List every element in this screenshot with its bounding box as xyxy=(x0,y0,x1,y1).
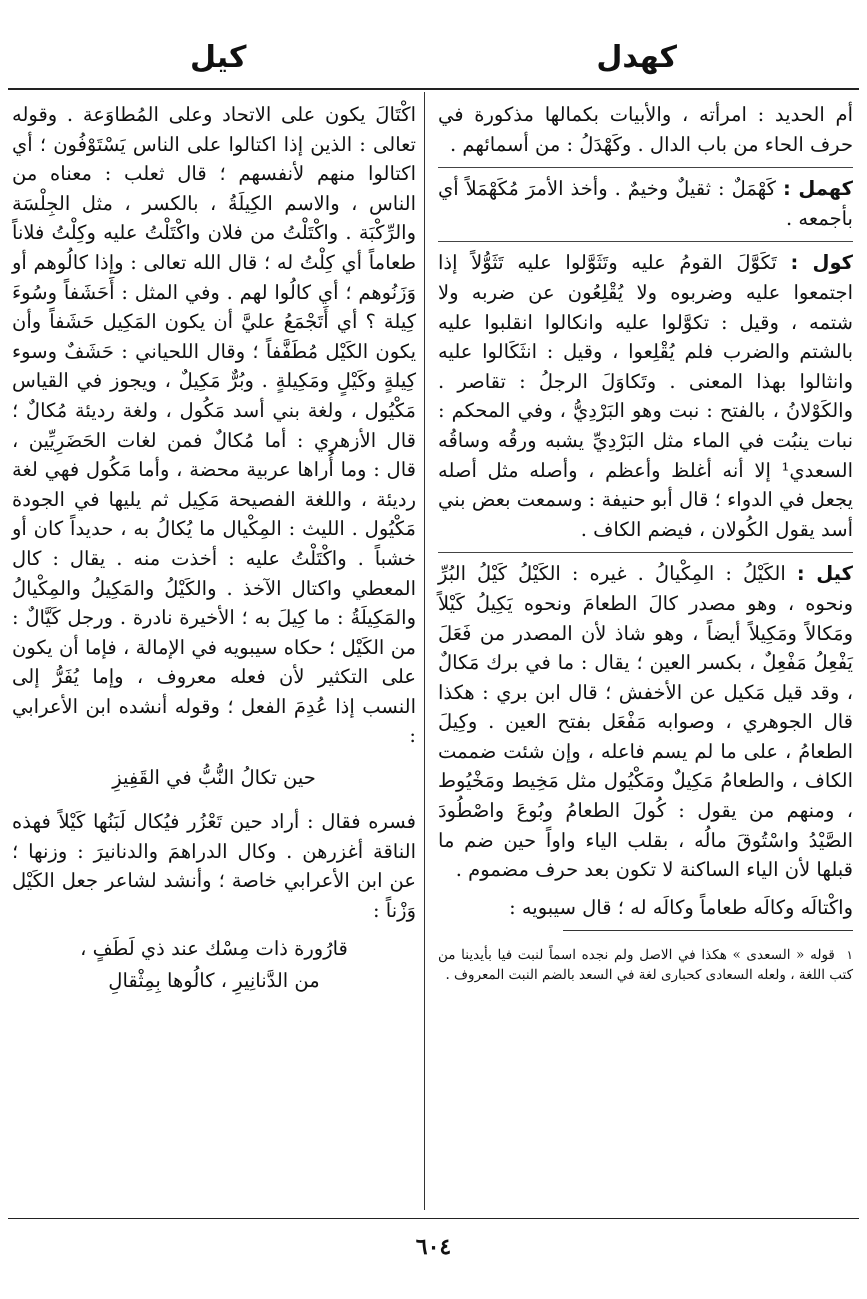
entry-separator xyxy=(438,241,853,242)
column-divider xyxy=(424,92,425,1210)
entry-kayl xyxy=(438,559,853,885)
footnote-separator xyxy=(563,930,854,931)
bottom-rule xyxy=(8,1218,859,1219)
footnote-text: قوله « السعدى » هكذا في الاصل ولم نجده اسماً لنبت فيا بأيدينا من كتب اللغة ، ولعله السعادى كحبارى لغة في السعد بالضم النبت المعروف . xyxy=(438,946,853,983)
verse-hemistich-2: من الدَّنانِيرِ ، كالُوها بِمِثْقالِ xyxy=(108,969,320,993)
entry-key-kayl: كيل : xyxy=(796,562,853,586)
entry-separator xyxy=(438,167,853,168)
entry-key-kahmal: كهمل : xyxy=(782,177,854,201)
verse-hemistich-1: قارُورة ذات مِسْك عند ذي لَطَفٍ ، xyxy=(80,937,348,961)
verse-couplet xyxy=(12,933,416,997)
footnote-marker: ١ xyxy=(846,947,853,962)
entry-key-kawal: كول : xyxy=(790,251,854,275)
entry-text-kawal: تَكَوَّلَ القومُ عليه وتَثَوَّلوا عليه تَثَوُّلاً إذا اجتمعوا عليه وضربوه ولا يُقْلِعُون عن ضربه ولا شتمه ، وقيل : تكوَّلوا عليه وانكالوا انقلبوا عليه بالشتم والضرب فلم يُقْلِعوا ، وقيل : انثَكَالوا عليه وانثالوا بهذا المعنى . وتَكاوَلَ الرجلُ : تقاصر . والكَوْلانُ ، بالفتح : نبت وهو البَرْدِيُّ ، وفي المحكم : نبات ينبُت في الماء مثل البَرْدِيِّ يشبه ورقُه وساقُه السعدي¹ إلا أنه أغلظ وأعظم ، وأصله مثل أصله يجعل في الدواء ؛ قال أبو حنيفة : وسمعت بعض بني أسد يقول الكُولان ، فيضم الكاف . xyxy=(438,251,853,541)
page-number: ٦٠٤ xyxy=(415,1234,452,1260)
entry-kawal xyxy=(438,248,853,544)
right-column xyxy=(438,100,853,998)
entry-kayl-body: اكْتَالَ يكون على الاتحاد وعلى المُطاوَعة . وقوله تعالى : الذين إذا اكتالوا على الناس يَسْتَوْفُون ؛ أي اكتالوا منهم لأنفسهم ؛ قال ثعلب : معناه من الناس ، والاسم الكِيلَةُ ، بالكسر ، مثل الجِلْسَة والرِّكْبَة . واكْتَلْتُ من فلان واكْتَلْتُ عليه وكِلْتُ فلاناً طعاماً أي كِلْتُ له ؛ قال الله تعالى : وإذا كالُوهم أو وَزَنُوهم ؛ أي كالُوا لهم . وفي المثل : أَحَشَفاً وسُوءَ كِيلة ؟ أي أَتَجْمَعُ عليَّ أن يكون المَكِيل حَشَفاً وأن يكون الكَيْل مُطَفَّفاً ؛ وقال اللحياني : حَشَفٌ وسوء كِيلةٍ وكَيْلٍ ومَكِيلةٍ . وبُرٌّ مَكِيلٌ ، ويجوز في القياس مَكْيُول ، ولغة بني أسد مَكُول ، ولغة رديئة مُكالٌ ؛ قال الأزهري : أما مُكالٌ فمن لغات الحَضَرِيِّين ، قال : وما أُراها عربية محضة ، وأما مَكُول فهي لغة رديئة ، واللغة الفصيحة مَكِيل ثم يليها في الجودة مَكْيُول . الليث : المِكْيال ما يُكالُ به ، حديداً كان أو خشباً . واكْتَلْتُ عليه : أخذت منه . يقال : كال المعطي واكتال الآخذ . والكَيْلُ والمَكِيلُ والمِكْيالُ والمَكِيلَةُ : ما كِيلَ به ؛ الأخيرة نادرة . ورجل كَيَّالٌ : من الكَيْل ؛ حكاه سيبويه في الإمالة ، فإما أن يكون على التكثير لأن فعله معروف ، وإما يُفَرُّ إلى النسب إذا عُدِمَ الفعل ؛ وقوله أنشده ابن الأعرابي : xyxy=(12,103,416,748)
entry-kahmal xyxy=(438,174,853,233)
verse-line: حين تكالُ النُّبُّ في القَفِيزِ xyxy=(112,766,316,790)
entry-text-kahmal: كَهْمَلٌ : ثقيلٌ وخيمٌ . وأخذ الأمرَ مُكَهْمَلاً أي بأجمعه . xyxy=(438,177,853,230)
top-rule xyxy=(8,88,859,90)
entry-text-kayl: الكَيْلُ : المِكْيالُ . غيره : الكَيْلُ كَيْلُ البُرِّ ونحوه ، وهو مصدر كالَ الطعامَ ونحوه يَكِيلُ كَيْلاً ومَكالاً ومَكِيلاً أيضاً ، وهو شاذ لأن المصدر من فَعَلَ يَفْعِلُ مَفْعِلٌ ، بكسر العين ؛ يقال : ما في برك مَكالٌ ، وقد قيل مَكيل عن الأخفش ؛ قال ابن بري : هكذا قال الجوهري ، وصوابه مَفْعَل بفتح العين . وكِيلَ الطعامُ ، على ما لم يسم فاعله ، وإن شئت ضممت الكاف ، والطعامُ مَكِيلٌ ومَكْيُول مثل مَخِيط ومَخْيُوط ، ومنهم من يقول : كُولَ الطعامُ وبُوعَ واصْطُودَ الصَّيْدُ واسْتُوقَ مالُه ، بقلب الياء واواً حين ضم ما قبلها لأن الياء الساكنة لا تكون بعد حرف مضموم . xyxy=(438,562,853,882)
entry-continuation: أم الحديد : امرأته ، والأبيات بكمالها مذكورة في حرف الحاء من باب الدال . وكَهْدَلُ : من أسمائهم . xyxy=(438,103,853,156)
left-column xyxy=(12,100,416,997)
entry-kayl-continued: واكْتالَه وكالَه طعاماً وكالَه له ؛ قال سيبويه : xyxy=(509,895,853,919)
right-running-headword: كهدل xyxy=(596,40,677,75)
footnote xyxy=(438,945,853,985)
running-headers xyxy=(0,40,867,90)
left-running-headword: كيل xyxy=(190,40,247,75)
entry-separator xyxy=(438,552,853,553)
entry-kayl-body-2: فسره فقال : أراد حين تَعْزُر فيُكال لَبَنُها كَيْلاً فهذه الناقة أغزرهن . وكال الدراهمَ والدنانيرَ : وزنها ؛ عن ابن الأعرابي خاصة ؛ وأنشد لشاعر جعل الكَيْل وَزْناً : xyxy=(12,810,416,922)
